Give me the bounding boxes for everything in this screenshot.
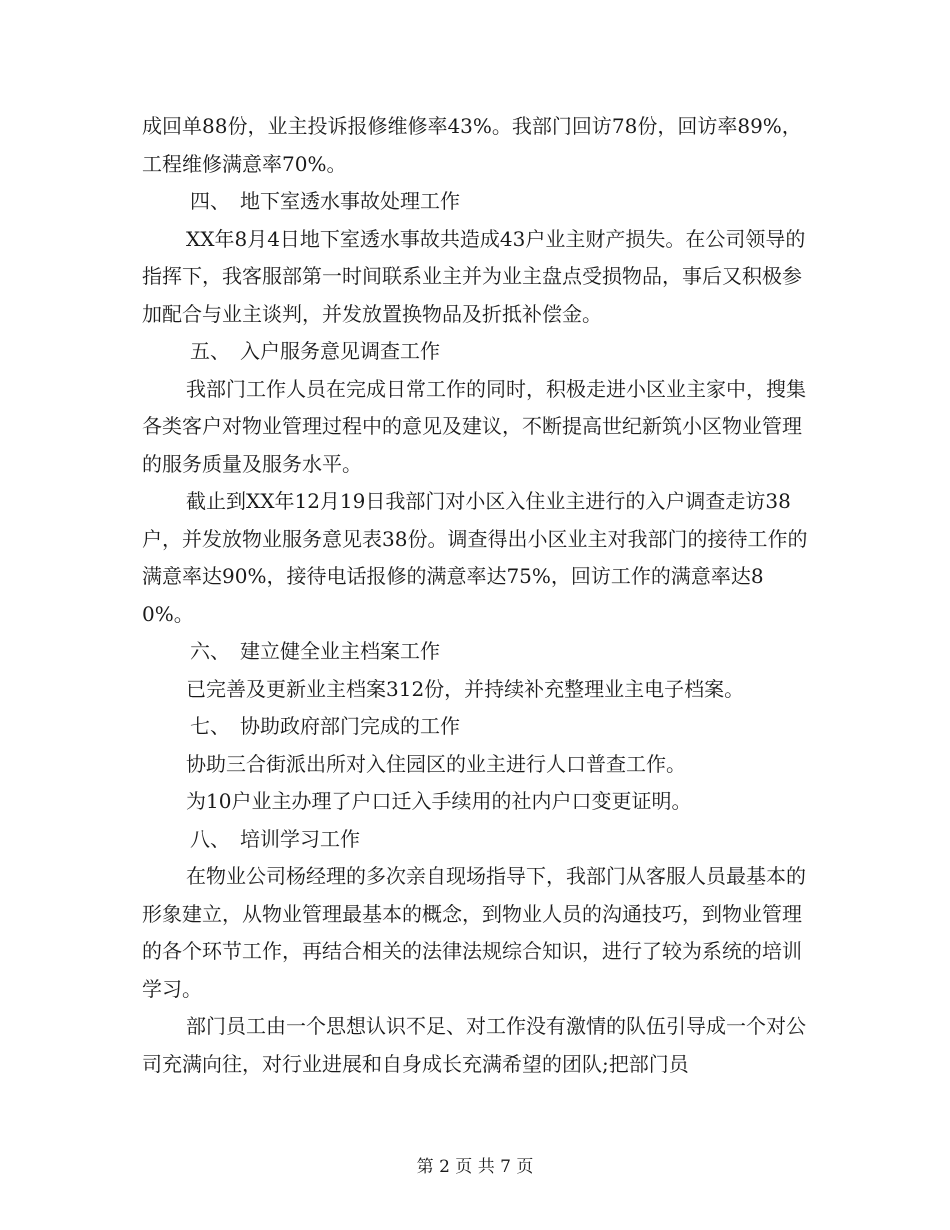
heading-title: 建立健全业主档案工作	[240, 639, 440, 663]
paragraph: 为10户业主办理了户口迁入手续用的社内户口变更证明。	[186, 789, 692, 813]
heading-number: 六、	[190, 639, 230, 663]
heading-number: 八、	[190, 826, 230, 851]
page-footer: 第 2 页 共 7 页	[416, 1157, 534, 1177]
document-body	[142, 108, 812, 1083]
heading-title: 培训学习工作	[240, 826, 360, 851]
paragraph: 在物业公司杨经理的多次亲自现场指导下，我部门从客服人员最基本的形象建立，从物业管理最基本的概念，到物业人员的沟通技巧，到物业管理的各个环节工作，再结合相关的法律法规综合知识，进行了较为系统的培训学习。	[142, 864, 806, 1001]
heading-title: 地下室透水事故处理工作	[240, 189, 460, 213]
heading-title: 入户服务意见调查工作	[240, 339, 440, 363]
paragraph: 已完善及更新业主档案312份，并持续补充整理业主电子档案。	[186, 676, 745, 701]
paragraph: 协助三合街派出所对入住园区的业主进行人口普查工作。	[186, 751, 686, 776]
paragraph: 截止到XX年12月19日我部门对小区入住业主进行的入户调查走访38户，并发放物业服务意见表38份。调查得出小区业主对我部门的接待工作的满意率达90%，接待电话报修的满意率达75%，回访工作的满意率达80%。	[142, 489, 808, 626]
section-heading	[142, 708, 812, 746]
paragraph: 成回单88份，业主投诉报修维修率43%。我部门回访78份，回访率89%，工程维修满意率70%。	[142, 114, 802, 176]
heading-title: 协助政府部门完成的工作	[240, 714, 460, 738]
heading-number: 七、	[190, 714, 230, 738]
paragraph: 部门员工由一个思想认识不足、对工作没有激情的队伍引导成一个对公司充满向往，对行业进展和自身成长充满希望的团队;把部门员	[142, 1014, 806, 1076]
section-heading	[142, 333, 812, 371]
section-heading	[142, 633, 812, 671]
section-heading	[142, 183, 812, 221]
paragraph: 我部门工作人员在完成日常工作的同时，积极走进小区业主家中，搜集各类客户对物业管理过程中的意见及建议，不断提高世纪新筑小区物业管理的服务质量及服务水平。	[142, 376, 806, 476]
heading-number: 四、	[190, 189, 230, 213]
paragraph: XX年8月4日地下室透水事故共造成43户业主财产损失。在公司领导的指挥下，我客服部第一时间联系业主并为业主盘点受损物品，事后又积极参加配合与业主谈判，并发放置换物品及折抵补偿金。	[142, 226, 806, 326]
section-heading	[142, 821, 812, 859]
heading-number: 五、	[190, 339, 230, 363]
